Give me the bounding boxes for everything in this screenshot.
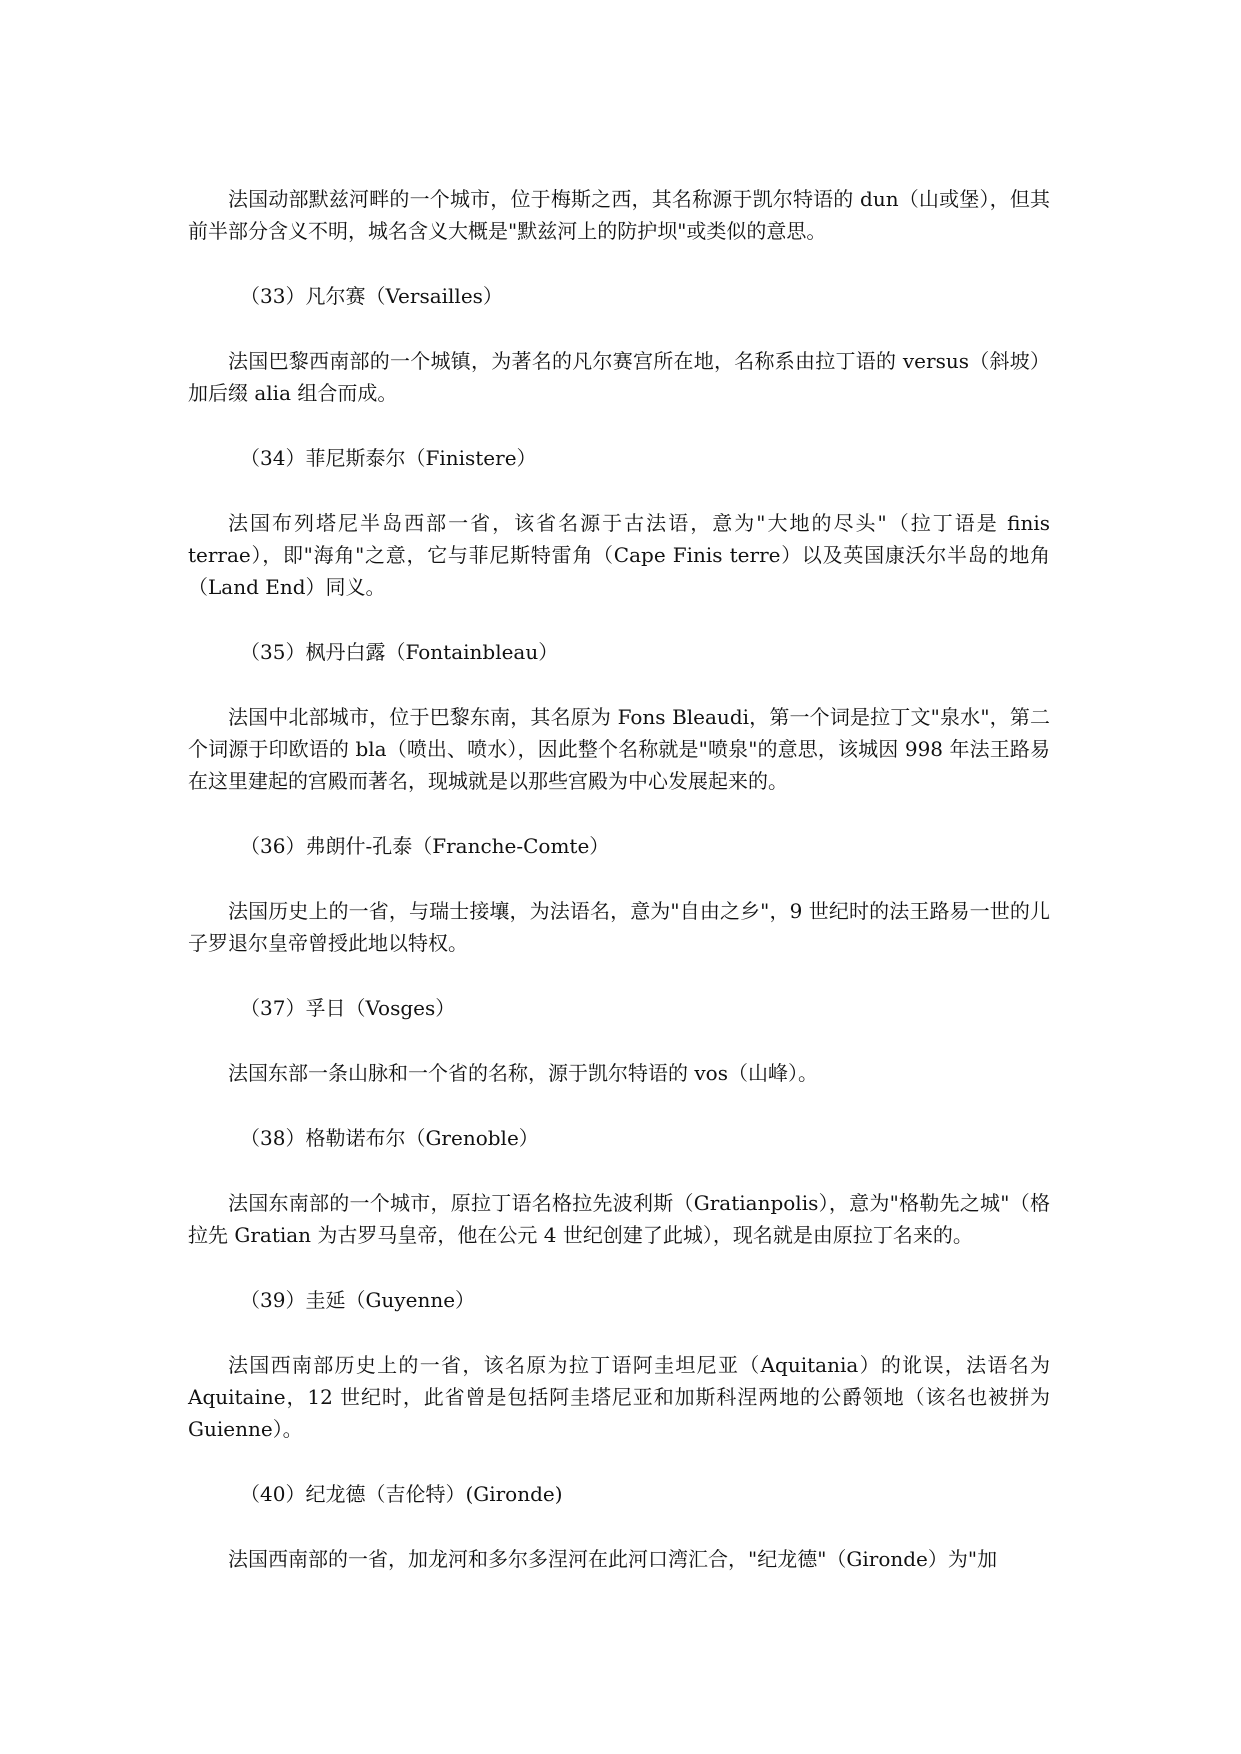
paragraph-finistere: 法国布列塔尼半岛西部一省，该省名源于古法语，意为"大地的尽头"（拉丁语是 finis terrae），即"海角"之意，它与菲尼斯特雷角（Cape Finis terre）以及英国康沃尔半岛的地角（Land End）同义。 — [188, 511, 1050, 599]
paragraph-fontainebleau: 法国中北部城市，位于巴黎东南，其名原为 Fons Bleaudi，第一个词是拉丁文"泉水"，第二个词源于印欧语的 bla（喷出、喷水），因此整个名称就是"喷泉"的意思，该城因 998 年法王路易在这里建起的宫殿而著名，现城就是以那些宫殿为中心发展起来的。 — [188, 705, 1050, 793]
paragraph-franche-comte: 法国历史上的一省，与瑞士接壤，为法语名，意为"自由之乡"，9 世纪时的法王路易一世的儿子罗退尔皇帝曾授此地以特权。 — [188, 899, 1050, 955]
paragraph-vosges: 法国东部一条山脉和一个省的名称，源于凯尔特语的 vos（山峰）。 — [228, 1061, 818, 1085]
heading-34-finistere: （34）菲尼斯泰尔（Finistere） — [240, 446, 537, 470]
heading-40-gironde: （40）纪龙德（吉伦特）(Gironde) — [240, 1482, 563, 1506]
heading-36-franche-comte: （36）弗朗什-孔泰（Franche-Comte） — [240, 834, 610, 858]
paragraph-guyenne: 法国西南部历史上的一省，该名原为拉丁语阿圭坦尼亚（Aquitania）的讹误，法语名为 Aquitaine，12 世纪时，此省曾是包括阿圭塔尼亚和加斯科涅两地的公爵领地（该名也被拼为 Guienne）。 — [188, 1353, 1050, 1441]
heading-33-versailles: （33）凡尔赛（Versailles） — [240, 284, 503, 308]
document-body — [188, 183, 1050, 1608]
paragraph-gironde: 法国西南部的一省，加龙河和多尔多涅河在此河口湾汇合，"纪龙德"（Gironde）为"加 — [228, 1547, 998, 1571]
heading-38-grenoble: （38）格勒诺布尔（Grenoble） — [240, 1126, 539, 1150]
heading-39-guyenne: （39）圭延（Guyenne） — [240, 1288, 476, 1312]
heading-35-fontainebleau: （35）枫丹白露（Fontainbleau） — [240, 640, 559, 664]
paragraph-grenoble: 法国东南部的一个城市，原拉丁语名格拉先波利斯（Gratianpolis），意为"格勒先之城"（格拉先 Gratian 为古罗马皇帝，他在公元 4 世纪创建了此城），现名就是由原拉丁名来的。 — [188, 1191, 1050, 1247]
paragraph-versailles: 法国巴黎西南部的一个城镇，为著名的凡尔赛宫所在地，名称系由拉丁语的 versus（斜坡）加后缀 alia 组合而成。 — [188, 349, 1050, 405]
paragraph-verdun: 法国动部默兹河畔的一个城市，位于梅斯之西，其名称源于凯尔特语的 dun（山或堡），但其前半部分含义不明，城名含义大概是"默兹河上的防护坝"或类似的意思。 — [188, 187, 1050, 243]
heading-37-vosges: （37）孚日（Vosges） — [240, 996, 456, 1020]
